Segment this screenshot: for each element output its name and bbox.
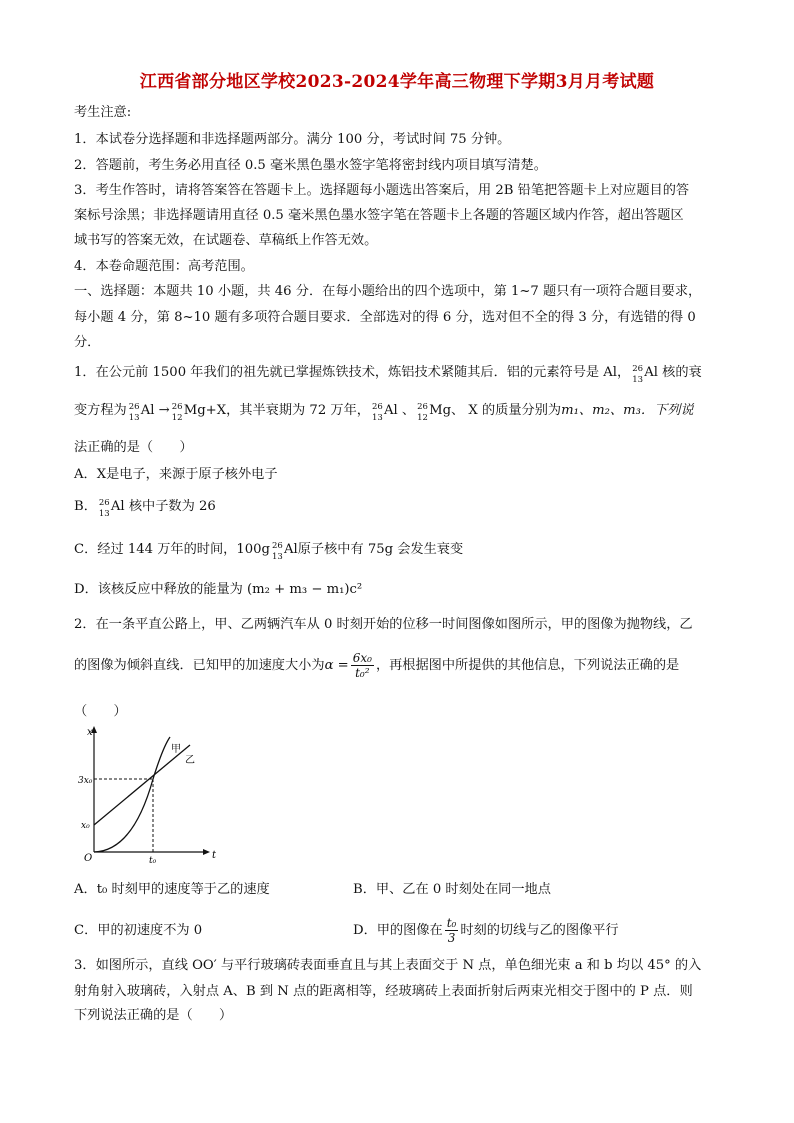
notice-item: 4．本卷命题范围：高考范围。: [74, 259, 254, 274]
notice-item: 2．答题前，考生务必用直径 0.5 毫米黑色墨水签字笔将密封线内项目填写清楚。: [74, 158, 547, 173]
section-text: 分．: [74, 335, 101, 350]
tick-3x0: 3x₀: [78, 776, 93, 786]
q1-stem-end: 法正确的是（ ）: [74, 440, 193, 455]
q1-option-d: D．该核反应中释放的能量为 (m₂ + m₃ − m₁)c²: [74, 582, 363, 597]
q3-line-1: 3．如图所示，直线 OO′ 与平行玻璃砖表面垂直且与其上表面交于 N 点，单色细光束 a 和 b 均以 45° 的入: [74, 958, 702, 973]
q2-option-c: C．甲的初速度不为 0: [74, 923, 203, 938]
label-jia: 甲: [171, 744, 181, 755]
q1-line-2: 变方程为 26 13 Al → 26 12 Mg+X，其半衰期为 72 万年， 26 13 Al 、 26 12 Mg、 X 的质量分别为m₁、m₂、m₃．下列说: [74, 402, 694, 423]
q1-line-1: 1．在公元前 1500 年我们的祖先就已掌握炼铁技术，炼铝技术紧随其后．铝的元素符号是 Al， 26 13 Al 核的衰: [74, 364, 702, 385]
line-yi: [94, 745, 190, 825]
q2-line-1: 2．在一条平直公路上，甲、乙两辆汽车从 0 时刻开始的位移一时间图像如图所示，甲的图像为抛物线，乙: [74, 617, 693, 632]
origin-label: O: [84, 853, 93, 864]
section-heading: 一、选择题：本题共 10 小题，共 46 分．在每小题给出的四个选项中，第 1~7 题只有一项符合题目要求，: [74, 284, 702, 299]
notice-item: 域书写的答案无效，在试题卷、草稿纸上作答无效。: [74, 233, 378, 248]
label-yi: 乙: [185, 755, 195, 766]
acceleration-fraction: $\frac{\text{6x₀}}{\text{t₀²}}$: [352, 651, 372, 680]
notice-item: 案标号涂黑；非选择题请用直径 0.5 毫米黑色墨水签字笔在答题卡上各题的答题区域内作答，超出答题区: [74, 208, 684, 223]
notice-item: 1．本试卷分选择题和非选择题两部分。满分 100 分，考试时间 75 分钟。: [74, 132, 511, 147]
tick-x0: x₀: [81, 821, 90, 831]
notice-heading: 考生注意:: [74, 105, 132, 120]
q1-option-c: C．经过 144 万年的时间，100g 26 13 Al原子核中有 75g 会发生衰变: [74, 541, 464, 562]
y-axis-label: x: [87, 727, 93, 738]
isotope-al26: 26 13: [632, 364, 644, 385]
q3-line-2: 射角射入玻璃砖，入射点 A、B 到 N 点的距离相等，经玻璃砖上表面折射后两束光相交于图中的 P 点．则: [74, 984, 693, 999]
q2-option-b: B．甲、乙在 0 时刻处在同一地点: [353, 882, 551, 897]
notice-item: 3．考生作答时，请将答案答在答题卡上。选择题每小题选出答案后，用 2B 铅笔把答题卡上对应题目的答: [74, 183, 690, 198]
section-text: 每小题 4 分，第 8~10 题有多项符合题目要求．全部选对的得 6 分，选对但不全的得 3 分，有选错的得 0: [74, 310, 696, 325]
isotope-mg26: 26 12: [171, 402, 183, 423]
q2-option-d: D．甲的图像在 $\frac{\text{t₀}}{3}$ 时刻的切线与乙的图像平行: [353, 916, 619, 945]
q2-line-2: 的图像为倾斜直线．已知甲的加速度大小为α = $\frac{\text{6x₀}}{\text{t₀²}}$ ，再根据图中所提供的其他信息，下列说法正确的是: [74, 651, 680, 680]
q2-option-a: A．t₀ 时刻甲的速度等于乙的速度: [74, 882, 270, 897]
q2-stem-end: （ ）: [74, 704, 127, 719]
page-title: 江西省部分地区学校2023-2024学年高三物理下学期3月月考试题: [139, 72, 655, 92]
q3-line-3: 下列说法正确的是（ ）: [74, 1008, 233, 1023]
q1-option-b: B． 26 13 Al 核中子数为 26: [74, 498, 216, 519]
position-time-graph: [78, 725, 228, 865]
tick-t0: t₀: [149, 856, 157, 865]
curve-jia: [94, 737, 170, 852]
q1-option-a: A．X是电子，来源于原子核外电子: [74, 467, 278, 482]
x-axis-label: t: [212, 850, 217, 861]
